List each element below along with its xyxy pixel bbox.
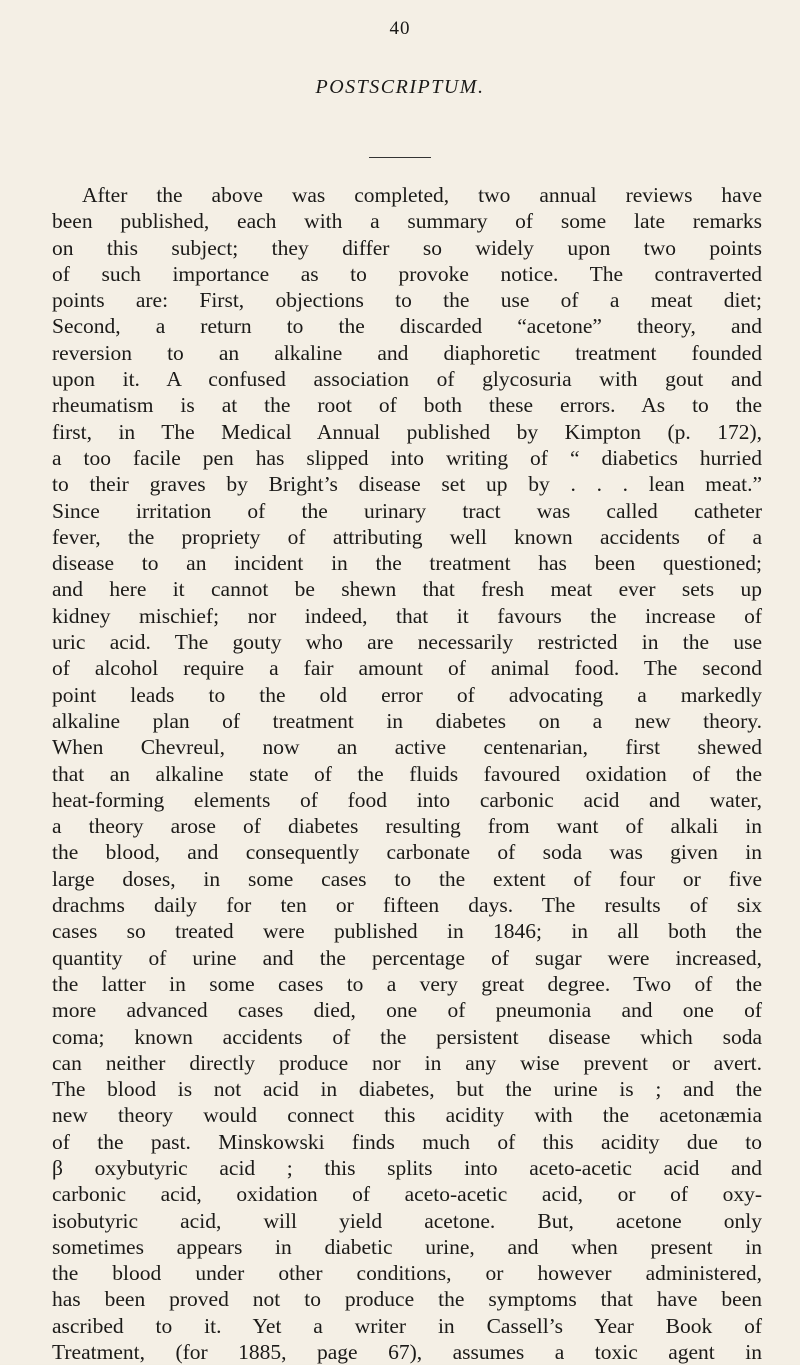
text-line: that an alkaline state of the fluids favoured oxidation of the (52, 761, 762, 786)
text-line: quantity of urine and the percentage of sugar were increased, (52, 945, 762, 970)
text-line: a theory arose of diabetes resulting from want of alkali in (52, 814, 762, 839)
text-line: more advanced cases died, one of pneumonia and one of (52, 998, 762, 1023)
text-line: Since irritation of the urinary tract was called catheter (52, 498, 762, 523)
text-line: point leads to the old error of advocating a markedly (52, 682, 762, 707)
text-line: kidney mischief; nor indeed, that it favours the increase of (52, 603, 762, 628)
text-line: fever, the propriety of attributing well known accidents of a (52, 524, 762, 549)
page-number: 40 (389, 18, 411, 39)
text-line: cases so treated were published in 1846; in all both the (52, 919, 762, 944)
text-line: the blood, and consequently carbonate of soda was given in (52, 840, 762, 865)
text-line: sometimes appears in diabetic urine, and when present in (52, 1234, 762, 1259)
heading-divider (369, 157, 431, 158)
text-line: ascribed to it. Yet a writer in Cassell’s Year Book of (52, 1313, 762, 1338)
text-line: drachms daily for ten or fifteen days. The results of six (52, 893, 762, 918)
text-line: has been proved not to produce the symptoms that have been (52, 1287, 762, 1312)
text-line: a too facile pen has slipped into writing of “ diabetics hurried (52, 445, 762, 470)
text-line: large doses, in some cases to the extent of four or five (52, 866, 762, 891)
text-line: the latter in some cases to a very great degree. Two of the (52, 971, 762, 996)
text-line: The blood is not acid in diabetes, but the urine is ; and the (52, 1077, 762, 1102)
text-line: new theory would connect this acidity with the acetonæmia (52, 1103, 762, 1128)
text-line: heat-forming elements of food into carbonic acid and water, (52, 787, 762, 812)
text-line: Treatment, (for 1885, page 67), assumes a toxic agent in (52, 1340, 762, 1365)
text-line: β oxybutyric acid ; this splits into aceto-acetic acid and (52, 1155, 762, 1180)
text-line: to their graves by Bright’s disease set up by . . . lean meat.” (52, 472, 762, 497)
text-line: disease to an incident in the treatment has been questioned; (52, 551, 762, 576)
text-line: carbonic acid, oxidation of aceto-acetic acid, or of oxy- (52, 1182, 762, 1207)
text-line: upon it. A confused association of glycosuria with gout and (52, 367, 762, 392)
text-line: Second, a return to the discarded “acetone” theory, and (52, 314, 762, 339)
text-line: first, in The Medical Annual published by Kimpton (p. 172), (52, 419, 762, 444)
text-line: coma; known accidents of the persistent disease which soda (52, 1024, 762, 1049)
text-line: After the above was completed, two annual reviews have (82, 183, 762, 207)
text-line: uric acid. The gouty who are necessarily restricted in the use (52, 630, 762, 655)
text-line: of alcohol require a fair amount of animal food. The second (52, 656, 762, 681)
text-line: of such importance as to provoke notice. The contraverted (52, 261, 762, 286)
text-line: on this subject; they differ so widely upon two points (52, 235, 762, 260)
page-heading: POSTSCRIPTUM. (315, 76, 485, 98)
text-line: When Chevreul, now an active centenarian, first shewed (52, 735, 762, 760)
text-line: rheumatism is at the root of both these errors. As to the (52, 393, 762, 418)
text-line: points are: First, objections to the use of a meat diet; (52, 288, 762, 313)
text-line: can neither directly produce nor in any wise prevent or avert. (52, 1050, 762, 1075)
text-line: reversion to an alkaline and diaphoretic treatment founded (52, 340, 762, 365)
text-line: of the past. Minskowski finds much of this acidity due to (52, 1129, 762, 1154)
text-line: and here it cannot be shewn that fresh meat ever sets up (52, 577, 762, 602)
text-line: alkaline plan of treatment in diabetes on a new theory. (52, 708, 762, 733)
text-line: the blood under other conditions, or however administered, (52, 1261, 762, 1286)
text-line: isobutyric acid, will yield acetone. But, acetone only (52, 1208, 762, 1233)
body-paragraph (52, 182, 762, 1365)
text-line: been published, each with a summary of some late remarks (52, 209, 762, 234)
